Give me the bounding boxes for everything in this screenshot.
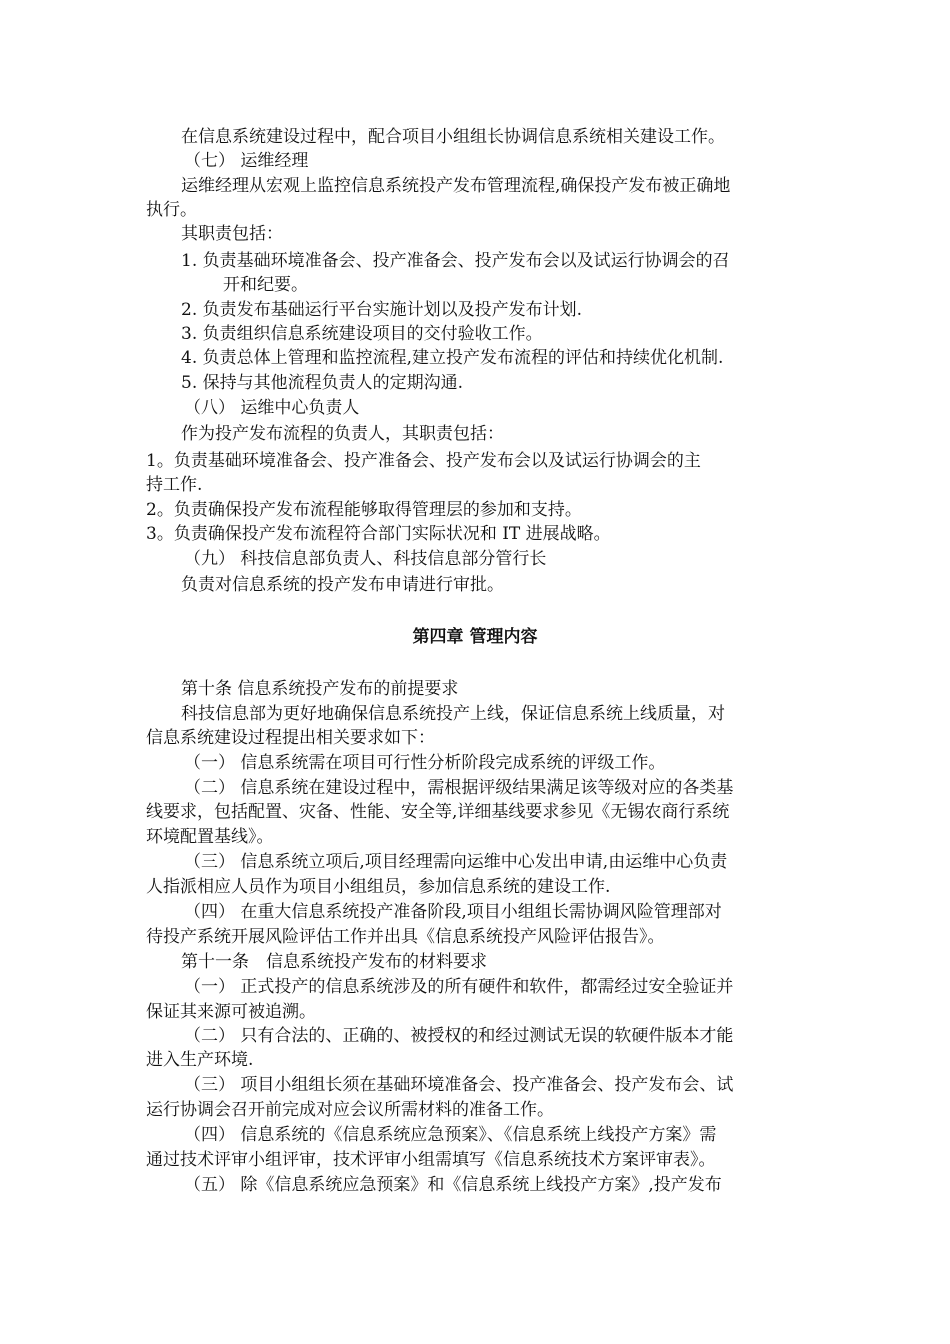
clause-line: 运行协调会召开前完成对应会议所需材料的准备工作。: [146, 1100, 554, 1120]
list-item: 1。负责基础环境准备会、投产准备会、投产发布会以及试运行协调会的主: [146, 451, 701, 471]
paragraph-line: 运维经理从宏观上监控信息系统投产发布管理流程,确保投产发布被正确地: [181, 176, 731, 196]
clause-line: （二） 信息系统在建设过程中，需根据评级结果满足该等级对应的各类基: [184, 778, 734, 798]
chapter-title: 第四章 管理内容: [412, 627, 538, 647]
section-heading: （七） 运维经理: [184, 151, 309, 171]
paragraph-line: 信息系统建设过程提出相关要求如下：: [146, 728, 435, 748]
clause-line: （五） 除《信息系统应急预案》和《信息系统上线投产方案》,投产发布: [184, 1175, 722, 1195]
clause-line: 进入生产环境.: [146, 1050, 254, 1070]
list-item-continuation: 持工作.: [146, 475, 203, 495]
clause-line: 待投产系统开展风险评估工作并出具《信息系统投产风险评估报告》。: [146, 927, 665, 947]
clause-line: （一） 信息系统需在项目可行性分析阶段完成系统的评级工作。: [184, 753, 666, 773]
clause-line: 保证其来源可被追溯。: [146, 1002, 316, 1022]
paragraph-line: 负责对信息系统的投产发布申请进行审批。: [181, 575, 504, 595]
clause-line: 通过技术评审小组评审，技术评审小组需填写《信息系统技术方案评审表》。: [146, 1150, 716, 1170]
section-heading: （九） 科技信息部负责人、科技信息部分管行长: [184, 549, 547, 569]
article-heading: 第十一条 信息系统投产发布的材料要求: [181, 952, 487, 972]
clause-line: 线要求，包括配置、灾备、性能、安全等,详细基线要求参见《无锡农商行系统: [146, 802, 730, 822]
clause-line: 环境配置基线》。: [146, 827, 274, 847]
list-item: 2。负责确保投产发布流程能够取得管理层的参加和支持。: [146, 500, 582, 520]
section-heading: （八） 运维中心负责人: [184, 398, 360, 418]
clause-line: （二） 只有合法的、正确的、被授权的和经过测试无误的软硬件版本才能: [184, 1026, 734, 1046]
list-item: 1. 负责基础环境准备会、投产准备会、投产发布会以及试运行协调会的召: [181, 251, 730, 271]
list-item: 3. 负责组织信息系统建设项目的交付验收工作。: [181, 324, 543, 344]
clause-line: （三） 项目小组组长须在基础环境准备会、投产准备会、投产发布会、试: [184, 1075, 734, 1095]
clause-line: （四） 信息系统的《信息系统应急预案》、《信息系统上线投产方案》需: [184, 1125, 717, 1145]
clause-line: （三） 信息系统立项后,项目经理需向运维中心发出申请,由运维中心负责: [184, 852, 728, 872]
list-item: 3。负责确保投产发布流程符合部门实际状况和 IT 进展战略。: [146, 524, 611, 544]
clause-line: （四） 在重大信息系统投产准备阶段,项目小组组长需协调风险管理部对: [184, 902, 722, 922]
list-item: 2. 负责发布基础运行平台实施计划以及投产发布计划.: [181, 300, 583, 320]
list-item: 5. 保持与其他流程负责人的定期沟通.: [181, 373, 464, 393]
list-item: 4. 负责总体上管理和监控流程,建立投产发布流程的评估和持续优化机制.: [181, 348, 724, 368]
list-item-continuation: 开和纪要。: [223, 275, 308, 295]
paragraph-line: 科技信息部为更好地确保信息系统投产上线，保证信息系统上线质量，对: [181, 704, 725, 724]
clause-line: （一） 正式投产的信息系统涉及的所有硬件和软件，都需经过安全验证并: [184, 977, 734, 997]
clause-line: 人指派相应人员作为项目小组组员，参加信息系统的建设工作.: [146, 877, 611, 897]
article-heading: 第十条 信息系统投产发布的前提要求: [181, 679, 459, 699]
paragraph-line: 在信息系统建设过程中，配合项目小组组长协调信息系统相关建设工作。: [181, 127, 725, 147]
paragraph-line: 作为投产发布流程的负责人，其职责包括：: [181, 424, 504, 444]
paragraph-line: 执行。: [146, 200, 197, 220]
paragraph-line: 其职责包括：: [181, 224, 283, 244]
